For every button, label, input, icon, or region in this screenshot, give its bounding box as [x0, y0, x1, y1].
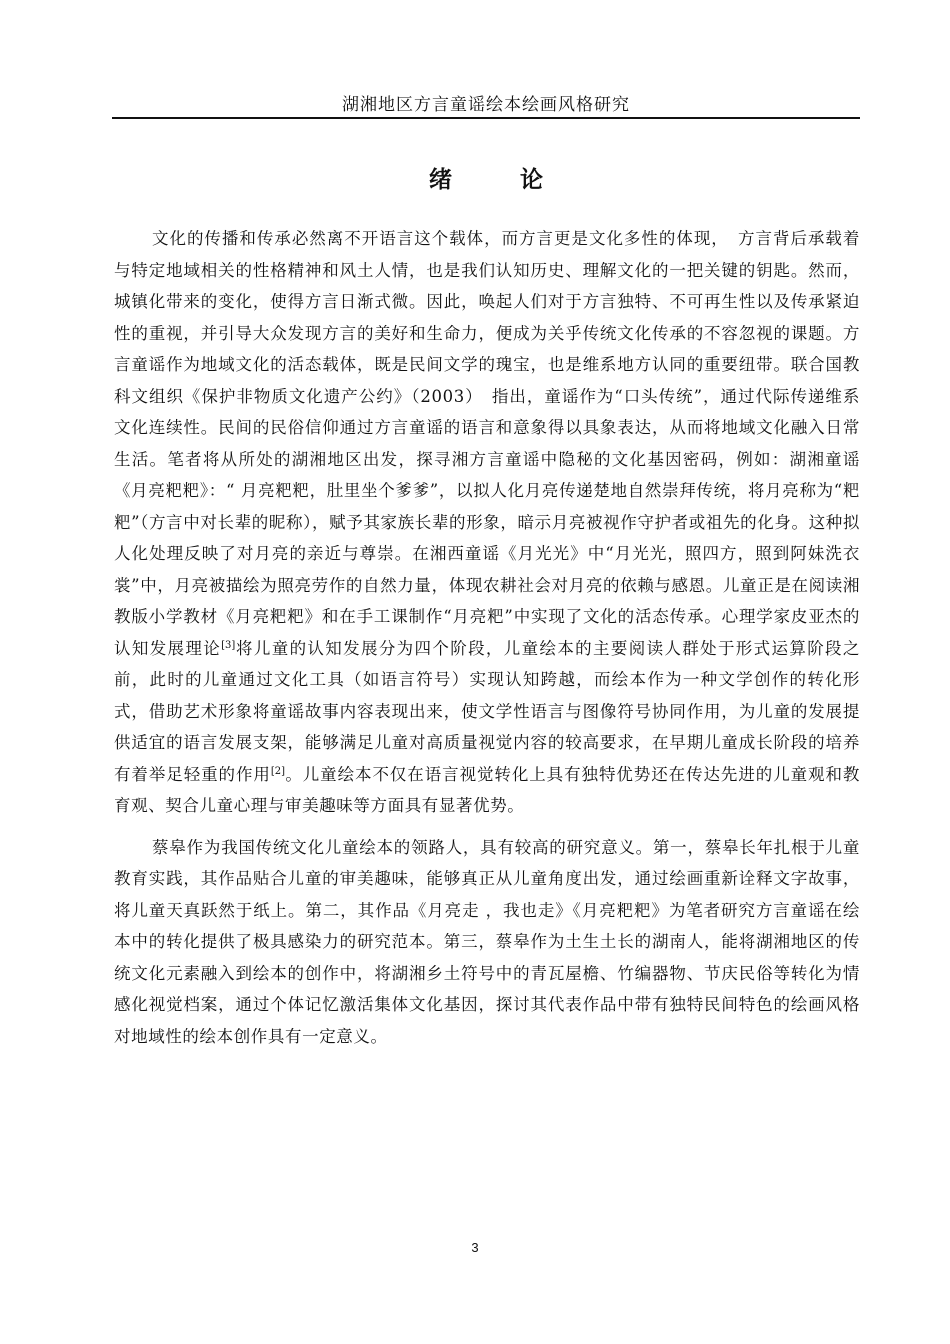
running-header: 湖湘地区方言童谣绘本绘画风格研究	[342, 95, 630, 115]
paragraph-1-text-a: 文化的传播和传承必然离不开语言这个载体，而方言更是文化多性的体现， 方言背后承载着与特定地域相关的性格精神和风土人情，也是我们认知历史、理解文化的一把关键的钥匙。然而，城镇化带来的变化，使得方言日渐式微。因此，唤起人们对于方言独特、不可再生性以及传承紧迫性的重视，并引导大众发现方言的美好和生命力，便成为关乎传统文化传承的不容忽视的课题。方言童谣作为地域文化的活态载体，既是民间文学的瑰宝，也是维系地方认同的重要纽带。联合国教科文组织《保护非物质文化遗产公约》（2003） 指出，童谣作为“口头传统”，通过代际传递维系文化连续性。民间的民俗信仰通过方言童谣的语言和意象得以具象表达，从而将地域文化融入日常生活。笔者将从所处的湖湘地区出发，探寻湘方言童谣中隐秘的文化基因密码，例如：湖湘童谣《月亮粑粑》：“ 月亮粑粑，肚里坐个爹爹”，以拟人化月亮传递楚地自然崇拜传统，将月亮称为“粑粑”（方言中对长辈的昵称），赋予其家族长辈的形象，暗示月亮被视作守护者或祖先的化身。这种拟人化处理反映了对月亮的亲近与尊崇。在湘西童谣《月光光》中“月光光，照四方，照到阿妹洗衣裳”中，月亮被描绘为照亮劳作的自然力量，体现农耕社会对月亮的依赖与感恩。儿童正是在阅读湘教版小学教材《月亮粑粑》和在手工课制作“月亮粑”中实现了文化的活态传承。心理学家皮亚杰的认知发展理论	[114, 229, 860, 658]
citation-ref-2: [2]	[270, 765, 285, 777]
paragraph-2: 蔡皋作为我国传统文化儿童绘本的领路人，具有较高的研究意义。第一，蔡皋长年扎根于儿童教育实践，其作品贴合儿童的审美趣味，能够真正从儿童角度出发，通过绘画重新诠释文字故事，将儿童天真跃然于纸上。第二，其作品《月亮走 ，我也走》《月亮粑粑》为笔者研究方言童谣在绘本中的转化提供了极具感染力的研究范本。第三，蔡皋作为土生土长的湖南人，能将湖湘地区的传统文化元素融入到绘本的创作中，将湖湘乡土符号中的青瓦屋檐、竹编器物、节庆民俗等转化为情感化视觉档案，通过个体记忆激活集体文化基因，探讨其代表作品中带有独特民间特色的绘画风格对地域性的绘本创作具有一定意义。	[114, 837, 860, 1046]
body-text	[114, 223, 860, 1052]
page-number: 3	[471, 1240, 479, 1255]
chapter-title: 绪 论	[428, 166, 573, 194]
paragraph-1-text-b: 将儿童的认知发展分为四个阶段，儿童绘本的主要阅读人群处于形式运算阶段之前，此时的儿童通过文化工具（如语言符号）实现认知跨越，而绘本作为一种文学创作的转化形式，借助艺术形象将童谣故事内容表现出来，使文学性语言与图像符号协同作用，为儿童的发展提供适宜的语言发展支架，能够满足儿童对高质量视觉内容的较高要求，在早期儿童成长阶段的培养有着举足轻重的作用	[114, 638, 861, 784]
header-divider	[112, 117, 860, 119]
paragraph-1	[114, 223, 860, 822]
citation-ref-3: [3]	[221, 639, 236, 651]
paragraph-1-text-c: 。儿童绘本不仅在语言视觉转化上具有独特优势还在传达先进的儿童观和教育观、契合儿童心理与审美趣味等方面具有显著优势。	[114, 764, 860, 815]
